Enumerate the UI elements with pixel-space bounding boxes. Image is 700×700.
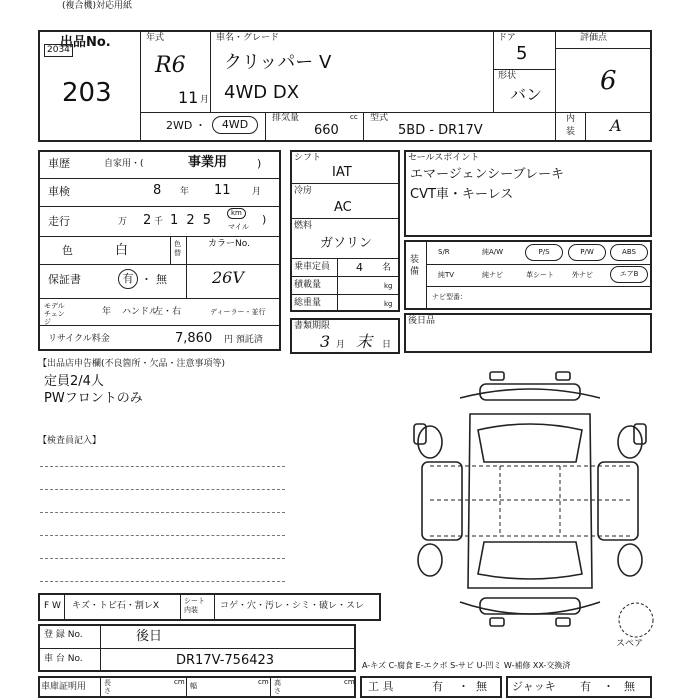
fw-label: F W [44,601,61,611]
option-navi-model: ナビ型番： [432,293,467,301]
history-block [38,150,281,351]
model-value: 5BD - DR17V [398,123,483,138]
seat-text: コゲ・穴・汚レ・シミ・破レ・スレ [220,601,365,611]
recycle-unit: 円 預託済 [224,335,263,345]
doc-deadline-end: 末 [356,332,373,351]
option-pw-circled: P/W [568,244,606,261]
car-name-value: クリッパー V [224,52,332,73]
displacement-value: 660 [314,123,339,138]
fuel-value: ガソリン [320,236,373,251]
interior-score: A [610,116,622,135]
notes-line1: 定員2/4人 [44,374,104,389]
sheet-subtitle: (複合機)対応用紙 [62,1,133,11]
doc-deadline-value: 3 [320,332,331,351]
sales-point-line1: エマージェンシーブレーキ [410,167,564,182]
jack-label: ジャッキ [512,680,556,693]
month-unit: 月 [200,95,210,105]
tools-yes: 有 [432,680,443,693]
car-damage-diagram [400,370,660,630]
lot-label: 出品No. [60,35,111,50]
car-name-label: 車名・グレード [216,33,280,43]
reg-label: 登 録 No. [44,630,83,640]
shift-value: IAT [332,165,352,180]
displacement-unit: cc [350,113,358,121]
option-abs-circled: ABS [610,244,648,261]
warranty-yes-circled: 有 [118,269,138,289]
gross-label: 総重量 [294,298,322,308]
lot-code: 2034 [44,44,73,57]
fuel-label: 燃料 [294,221,313,231]
option-navi: 純ナビ [482,271,503,279]
mileage-label: 走行 [48,215,70,228]
color-no-label: カラーNo. [208,239,250,249]
wheel-front-left [418,426,442,458]
option-ps-circled: P/S [525,244,563,261]
option-leather: 革シート [526,271,554,279]
option-tv: 純TV [438,271,455,279]
option-sr: S/R [438,248,450,256]
left-side [422,462,462,540]
year-value: R6 [155,53,186,78]
sales-point-line2: CVT車・キーレス [410,187,514,202]
drive-4wd-circled: 4WD [212,116,258,134]
tools-no: 無 [476,680,487,693]
recycle-value: 7,860 [175,331,213,346]
inspection-label: 車検 [48,185,70,198]
chassis-label: 車 台 No. [44,654,83,664]
shape-label: 形状 [498,71,517,81]
history-value: 事業用 [188,155,228,170]
displacement-label: 排気量 [272,113,300,123]
after-delivery-block [404,313,652,353]
wheel-rear-right [618,544,642,576]
color-value: 白 [115,243,129,258]
color-no-value: 26V [212,268,244,287]
garage-cert-label: 車庫証明用 [41,682,87,692]
lot-number: 203 [62,78,112,108]
sales-points-label: セールスポイント [408,153,480,163]
after-delivery-label: 後日品 [408,316,436,326]
color-label: 色 [62,244,73,257]
windshield [478,424,582,462]
dealer-label: ディーラー・並行 [210,308,266,316]
rear-window [478,542,582,579]
rating-score: 6 [600,66,617,96]
door-value: 5 [516,43,528,64]
history-options: 自家用・( [104,159,144,169]
interior-label: 内 [566,114,576,124]
year-label: 年式 [146,33,165,43]
shift-label: シフト [294,153,322,163]
notes-line2: PWフロントのみ [44,391,143,406]
fw-text: キズ・トビ石・割レX [72,601,159,611]
notes-label: 【出品店申告欄(不良箇所・欠品・注意事項等) [38,359,226,369]
inspection-year: 8 [153,183,162,198]
damage-code-legend: A-キズ C-腐食 E-エクボ S-サビ U-凹ミ W-補修 XX-交換済 [362,661,571,670]
inspector-label: 【検査員記入】 [38,436,102,446]
chassis-value: DR17V-756423 [176,653,275,668]
wheel-front-right [618,426,642,458]
door-label: ドア [498,33,516,43]
jack-no: 無 [624,680,635,693]
option-alloy-wheel: 純A/W [482,248,504,256]
load-label: 積載量 [294,280,322,290]
model-label: 型式 [370,113,389,123]
exterior-label: 装 [566,127,576,137]
recycle-label: リサイクル料金 [48,334,110,344]
capacity-value: 4 [356,261,363,274]
handle-options: 左・右 [154,307,182,317]
capacity-label: 乗車定員 [294,262,331,272]
drive-2wd: 2WD [166,119,193,132]
wheel-rear-left [418,544,442,576]
model-change-label: モデルチェンジ [44,302,65,326]
handle-label: ハンドル [122,307,159,317]
header-block [38,30,652,142]
body-outline [468,414,592,588]
reg-value: 後日 [136,629,163,644]
shape-value: バン [510,85,543,104]
tools-label: 工 具 [368,680,394,693]
spare-tire-icon [616,600,656,640]
option-ext-navi: 外ナビ [572,271,593,279]
history-label: 車歴 [48,157,70,170]
doc-deadline-label: 書類期限 [294,321,331,331]
inspection-month: 11 [214,183,231,198]
spare-label: スペア [616,639,644,649]
ac-value: AC [334,200,352,215]
right-side [598,462,638,540]
option-airbag-circled: エアB [610,266,648,283]
month-value: 11 [178,88,199,107]
car-grade-value: 4WD DX [224,82,300,103]
seat-label: シート内装 [184,597,205,614]
rating-label: 評価点 [580,33,608,43]
mileage-10k: 2 [143,213,152,228]
mileage-digits: 1 2 5 [170,213,214,228]
jack-yes: 有 [580,680,591,693]
mileage-km-circled: km [227,208,246,219]
warranty-label: 保証書 [48,273,81,286]
ac-label: 冷房 [294,186,313,196]
options-label: 装備 [410,255,420,277]
